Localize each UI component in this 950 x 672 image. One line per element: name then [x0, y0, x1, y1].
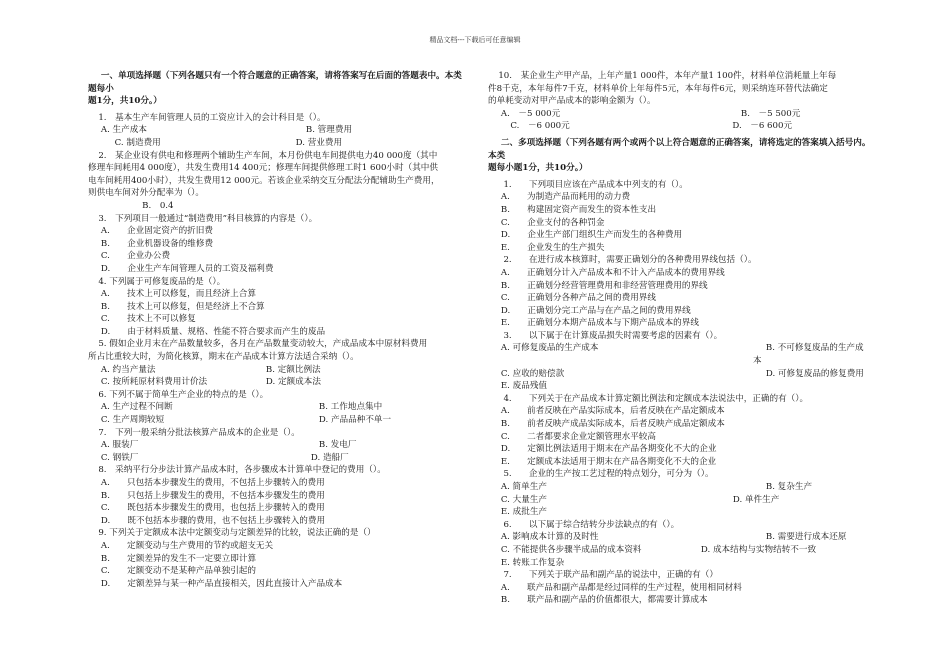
option: C. 既包括本步骤发生的费用，也包括上步骤转入的费用 — [100, 503, 325, 514]
option: A. 生产过程不间断 — [100, 402, 173, 413]
option: D. 单件生产 — [732, 494, 780, 505]
option: E. 废品残值 — [500, 381, 548, 392]
option: C. 技术上不可以修复 — [100, 314, 196, 325]
page-header: 精品文档---下载后可任意编辑 — [429, 36, 521, 44]
option: B. －5 500元 — [740, 108, 801, 119]
question-2-line: 修理车间耗用4 000度），共发生费用14 400元；修理车间提供修理工时1 600小时（其中供 — [88, 163, 438, 174]
option: A. 服装厂 — [100, 440, 139, 451]
multi-question-7: 7. 下列关于联产品和副产品的说法中，正确的有（） — [503, 570, 718, 581]
option: C. 大量生产 — [500, 494, 547, 505]
option: B. 管理费用 — [305, 125, 353, 136]
option: E. 正确划分本期产品成本与下期产品成本的界线 — [500, 318, 699, 329]
option: A. 约当产量法 — [100, 364, 156, 375]
option: D. 定额差异与某一种产品直接相关，因此直接计入产品成本 — [100, 578, 343, 589]
option: D. 由于材料质量、规格、性能不符合要求而产生的废品 — [100, 326, 326, 337]
option: B. 正确划分经营管理费用和非经营管理费用的界线 — [500, 280, 708, 291]
option: A. 影响成本计算的及时性 — [500, 532, 599, 543]
option: A. 为制造产品而耗用的动力费 — [500, 192, 631, 203]
option: C. 企业支付的各种罚金 — [500, 217, 605, 228]
option: D. 企业生产车间管理人员的工资及福利费 — [100, 263, 274, 274]
option: B. 企业机器设备的维修费 — [100, 238, 214, 249]
option: D. 造船厂 — [310, 452, 349, 463]
option: D. －6 600元 — [732, 121, 793, 132]
option: B. 只包括上步骤发生的费用，不包括本步骤发生的费用 — [100, 490, 325, 501]
option: C. 二者都要求企业定额管理水平较高 — [500, 431, 656, 442]
option: B. 定额比例法 — [265, 364, 321, 375]
option: A. 正确划分计入产品成本和不计入产品成本的费用界线 — [500, 267, 725, 278]
option: B. 工作地点集中 — [318, 402, 383, 413]
option: E. 成批生产 — [500, 507, 548, 518]
question-3: 3. 下列项目一般通过“制造费用”科目核算的内容是（）。 — [98, 213, 318, 224]
option: C. 定额变动不是某种产品单独引起的 — [100, 566, 256, 577]
option: D. 既不包括本步骤的费用，也不包括上步骤转入的费用 — [100, 515, 326, 526]
question-5-line: 所占比重较大时，为简化核算，期末在产品成本计算方法适合采纳（）。 — [88, 352, 359, 363]
question-5: 5. 假如企业月末在产品数量较多，各月在产品数量变动较大，产成品成本中原材料费用 — [98, 339, 428, 350]
option: E. 定额成本法适用于期末在产品各期变化不大的企业 — [500, 456, 717, 467]
question-1: 1. 基本生产车间管理人员的工资应计入的会计科目是（）。 — [98, 112, 326, 123]
option: A. 生产成本 — [100, 125, 147, 136]
option: A. 定额变动与生产费用的节约或超支无关 — [100, 540, 274, 551]
option: A. 只包括本步骤发生的费用，不包括上步骤转入的费用 — [100, 478, 325, 488]
option: C. 应收的赔偿款 — [500, 368, 565, 379]
question-2-line: 电车间耗用400小时），共发生费用12 000元。若该企业采纳交互分配法分配辅助生产费用， — [88, 175, 440, 186]
option: D. 定额成本法 — [265, 377, 321, 388]
option-cont: 本 — [753, 356, 762, 367]
option: A. 企业固定资产的折旧费 — [100, 226, 213, 237]
option: D. 企业生产部门组织生产而发生的各种费用 — [500, 230, 683, 241]
question-10-line: 的单耗变动对甲产品成本的影响金额为（）。 — [488, 96, 656, 107]
question-10-line: 件8千克，本年每件7千克，材料单价上年每件5元，本年每件6元，则采纳连环替代法确定 — [488, 83, 828, 94]
left-column — [88, 70, 468, 590]
option: A. 技术上可以修复，而且经济上合算 — [100, 289, 256, 300]
option: A. 联产品和副产品都是经过同样的生产过程，使用相同材料 — [500, 582, 742, 593]
question-8: 8. 采纳平行分步法计算产品成本时，各步骤成本计算单中登记的费用（）。 — [98, 465, 386, 476]
question-4: 4. 下列属于可修复废品的是（）。 — [98, 276, 226, 287]
question-10: 10. 某企业生产甲产品，上年产量1 000件，本年产量1 100件，材料单位消耗量上年每 — [498, 71, 837, 81]
option: D. 正确划分完工产品与在产品之间的费用界线 — [500, 305, 691, 316]
multi-question-3: 3. 以下属于在计算废品损失时需要考虑的因素有（）。 — [503, 330, 723, 341]
section-1-heading-cont: 题1分，共10分。） — [88, 96, 162, 107]
question-6: 6. 下列不属于简单生产企业的特点的是（）。 — [98, 389, 269, 400]
option: C. 制造费用 — [114, 137, 161, 148]
option: B. 需要进行成本还原 — [765, 532, 847, 543]
option: C. 不能提供各步骤半成品的成本资料 — [500, 544, 642, 555]
option: D. 成本结构与实物结转不一致 — [700, 544, 817, 555]
option: B. 联产品和副产品的价值都很大，都需要计算成本 — [500, 595, 708, 606]
option: D. 定额比例法适用于期末在产品各期变化不大的企业 — [500, 444, 717, 455]
option: B. 构建固定资产而发生的资本性支出 — [500, 204, 657, 215]
multi-question-2: 2. 在进行成本核算时，需要正确划分的各种费用界线包括（）。 — [503, 255, 757, 266]
option: E. 转账工作复杂 — [500, 557, 565, 568]
question-9: 9. 下列关于定额成本法中定额变动与定额差异的比较，说法正确的是（） — [98, 528, 376, 539]
question-2: 2. 某企业设有供电和修理两个辅助生产车间，本月份供电车间提供电力40 000度（其中 — [98, 150, 438, 161]
option: B. 定额差异的发生不一定要立即计算 — [100, 553, 257, 564]
option: C. －6 000元 — [510, 121, 570, 132]
option: B. 前者反映产成品实际成本，后者反映产成品定额成本 — [500, 419, 725, 430]
question-2-line: 则供电车间对外分配率为（）。 — [88, 188, 205, 199]
option: E. 企业发生的生产损失 — [500, 242, 605, 253]
multi-question-5: 5. 企业的生产按工艺过程的特点划分，可分为（）。 — [503, 469, 714, 480]
option: A. 简单生产 — [500, 482, 547, 492]
option: A. －5 000元 — [500, 108, 561, 119]
right-column — [488, 70, 878, 607]
question-7: 7. 下列一般采纳分批法核算产品成本的企业是（）。 — [98, 427, 300, 438]
multi-question-1: 1. 下列项目应该在产品成本中列支的有（）。 — [503, 179, 688, 190]
multi-question-4: 4. 下列关于在产品成本计算定额比例法和定额成本法说法中，正确的有（）。 — [503, 393, 809, 404]
section-2-heading: 二、多项选择题（下列各题有两个或两个以上符合题意的正确答案，请将选定的答案填入括号内。本类 — [488, 137, 871, 161]
option: C. 钢铁厂 — [100, 452, 139, 463]
option: C. 正确划分各种产品之间的费用界线 — [500, 293, 656, 304]
option: C. 企业办公费 — [100, 251, 171, 262]
section-1-heading: 一、单项选择题（下列各题只有一个符合题意的正确答案，请将答案写在后面的答题表中。本类题每小 — [88, 71, 462, 94]
option: B. 复杂生产 — [765, 482, 813, 492]
option: D. 产品品种不单一 — [318, 415, 392, 426]
option: A. 前者反映在产品实际成本，后者反映在产品定额成本 — [500, 406, 725, 417]
option: B. 0.4 — [142, 200, 174, 211]
section-2-heading-cont: 题每小题1分，共10分。） — [488, 163, 588, 174]
option: A. 可修复废品的生产成本 — [500, 343, 599, 354]
option: C. 按所耗原材料费用计价法 — [100, 377, 208, 388]
option: B. 发电厂 — [318, 440, 357, 451]
option: B. 不可修复废品的生产成 — [765, 343, 864, 354]
option: D. 可修复废品的修复费用 — [765, 368, 864, 379]
option: B. 技术上可以修复，但是经济上不合算 — [100, 301, 265, 312]
option: C. 生产周期较短 — [100, 415, 165, 426]
multi-question-6: 6. 以下属于综合结转分步法缺点的有（）。 — [503, 519, 680, 530]
option: D. 营业费用 — [295, 137, 343, 148]
